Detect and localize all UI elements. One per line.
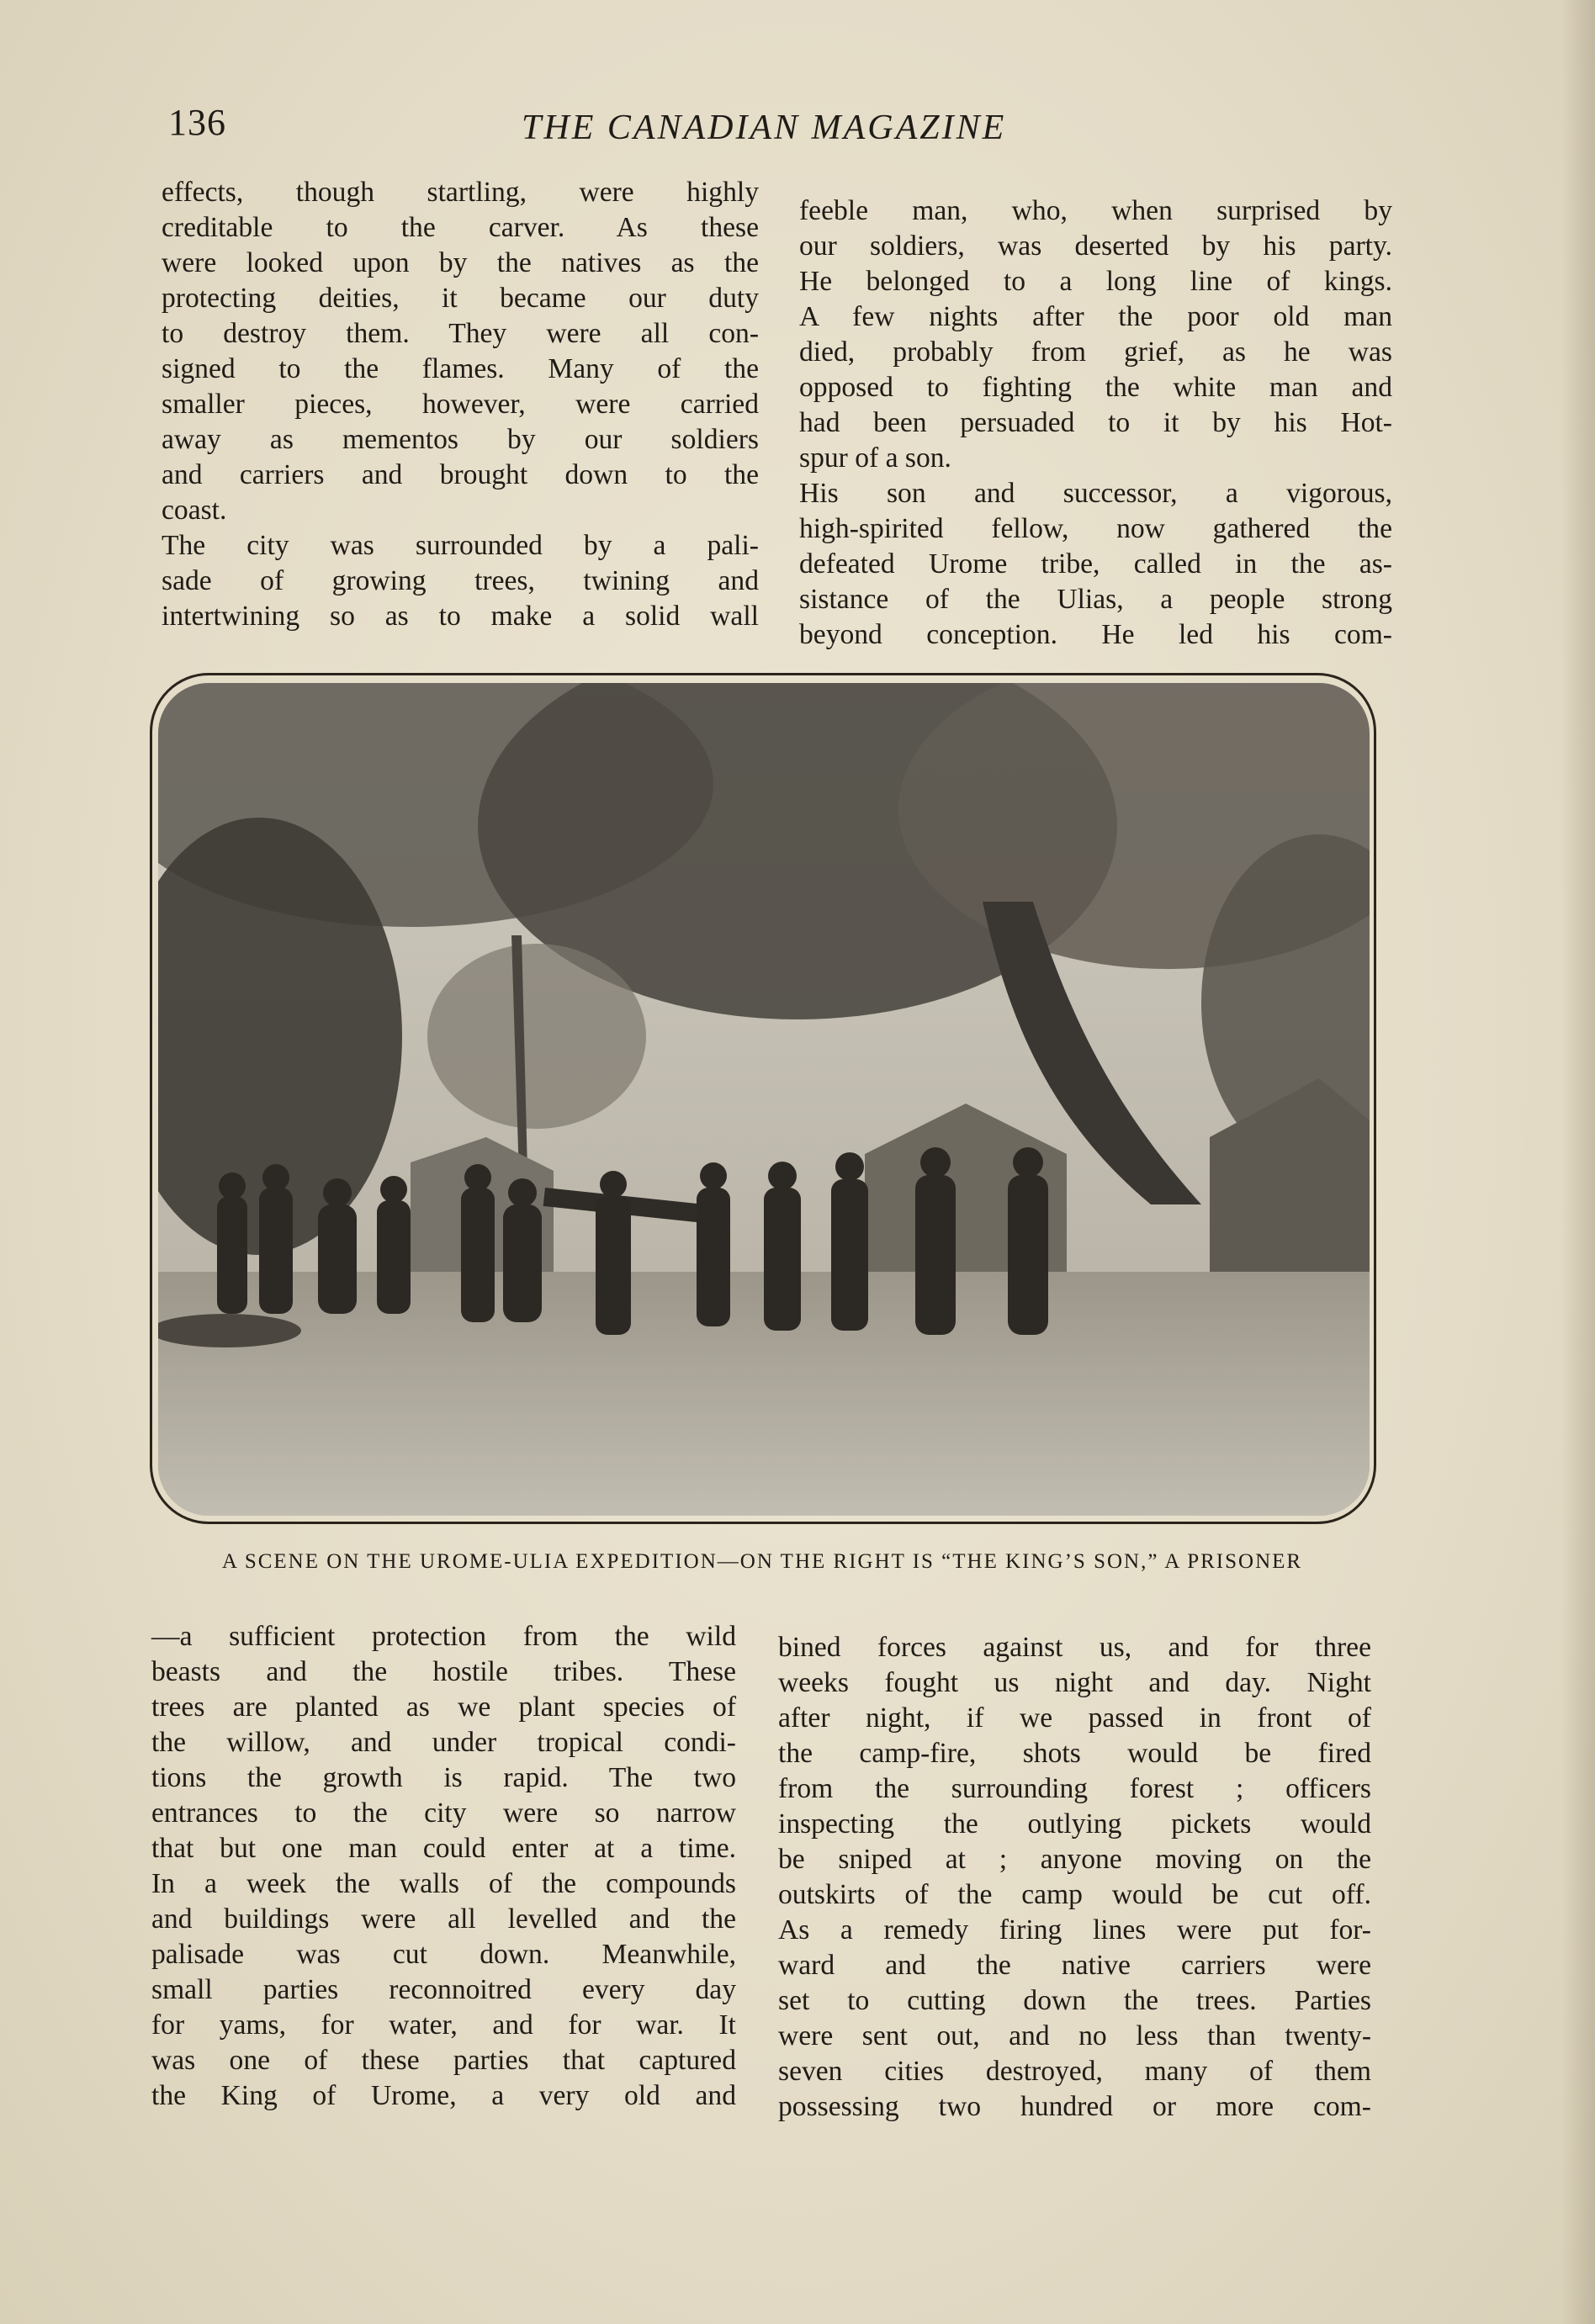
text-line: and buildings were all levelled and the: [151, 1903, 736, 1935]
text-line: defeated Urome tribe, called in the as-: [799, 548, 1392, 580]
text-line: palisade was cut down. Meanwhile,: [151, 1939, 736, 1970]
text-line: possessing two hundred or more com-: [778, 2091, 1371, 2122]
text-line: effects, though startling, were highly: [162, 177, 759, 208]
text-line: —a sufficient protection from the wild: [151, 1621, 736, 1652]
text-line: beyond conception. He led his com-: [799, 619, 1392, 650]
text-line: outskirts of the camp would be cut off.: [778, 1879, 1371, 1910]
text-line: inspecting the outlying pickets would: [778, 1808, 1371, 1840]
running-title: THE CANADIAN MAGAZINE: [522, 109, 1007, 147]
column-bottom-left: [151, 1619, 736, 2114]
page-edge-shadow: [1561, 0, 1595, 2324]
text-line: smaller pieces, however, were carried: [162, 389, 759, 420]
text-line: entrances to the city were so narrow: [151, 1797, 736, 1829]
text-line: our soldiers, was deserted by his party.: [799, 230, 1392, 262]
column-top-right: [799, 193, 1392, 653]
text-line: He belonged to a long line of kings.: [799, 266, 1392, 297]
text-line: intertwining so as to make a solid wall: [162, 601, 759, 632]
text-line: the King of Urome, a very old and: [151, 2080, 736, 2111]
text-line: were sent out, and no less than twenty-: [778, 2020, 1371, 2051]
text-line: beasts and the hostile tribes. These: [151, 1656, 736, 1687]
text-line: died, probably from grief, as he was: [799, 336, 1392, 368]
column-bottom-right: [778, 1630, 1371, 2125]
text-line: had been persuaded to it by his Hot-: [799, 407, 1392, 438]
text-line: opposed to fighting the white man and: [799, 372, 1392, 403]
text-line: spur of a son.: [799, 442, 951, 474]
text-line: creditable to the carver. As these: [162, 212, 759, 243]
text-line: away as mementos by our soldiers: [162, 424, 759, 455]
text-line: ward and the native carriers were: [778, 1950, 1371, 1981]
text-line: In a week the walls of the compounds: [151, 1868, 736, 1899]
text-line: bined forces against us, and for three: [778, 1632, 1371, 1663]
text-line: after night, if we passed in front of: [778, 1702, 1371, 1734]
text-line: the willow, and under tropical condi-: [151, 1727, 736, 1758]
text-line: seven cities destroyed, many of them: [778, 2056, 1371, 2087]
text-line: protecting deities, it became our duty: [162, 283, 759, 314]
text-line: feeble man, who, when surprised by: [799, 195, 1392, 226]
text-line: trees are planted as we plant species of: [151, 1691, 736, 1723]
text-line: high-spirited fellow, now gathered the: [799, 513, 1392, 544]
text-line: A few nights after the poor old man: [799, 301, 1392, 332]
text-line: from the surrounding forest ; officers: [778, 1773, 1371, 1804]
text-line: and carriers and brought down to the: [162, 459, 759, 490]
column-top-left: [162, 175, 759, 634]
text-line: As a remedy firing lines were put for-: [778, 1914, 1371, 1945]
text-line: be sniped at ; anyone moving on the: [778, 1844, 1371, 1875]
page-header: [168, 101, 1396, 160]
text-line: for yams, for water, and for war. It: [151, 2009, 736, 2041]
photo-caption: A SCENE ON THE UROME-ULIA EXPEDITION—ON THE RIGHT IS “THE KING’S SON,” A PRISONER: [221, 1550, 1303, 1573]
text-line: set to cutting down the trees. Parties: [778, 1985, 1371, 2016]
text-line: His son and successor, a vigorous,: [799, 478, 1392, 509]
text-line: signed to the flames. Many of the: [162, 353, 759, 384]
text-line: sade of growing trees, twining and: [162, 565, 759, 596]
text-line: weeks fought us night and day. Night: [778, 1667, 1371, 1698]
text-line: the camp-fire, shots would be fired: [778, 1738, 1371, 1769]
text-line: tions the growth is rapid. The two: [151, 1762, 736, 1793]
text-line: were looked upon by the natives as the: [162, 247, 759, 278]
text-line: small parties reconnoitred every day: [151, 1974, 736, 2005]
text-line: The city was surrounded by a pali-: [162, 530, 759, 561]
text-line: was one of these parties that captured: [151, 2045, 736, 2076]
text-line: sistance of the Ulias, a people strong: [799, 584, 1392, 615]
expedition-photograph: [158, 683, 1370, 1516]
page-number: 136: [168, 102, 226, 143]
text-line: to destroy them. They were all con-: [162, 318, 759, 349]
photo-illustration: [158, 683, 1370, 1516]
text-line: coast.: [162, 495, 227, 526]
text-line: that but one man could enter at a time.: [151, 1833, 736, 1864]
